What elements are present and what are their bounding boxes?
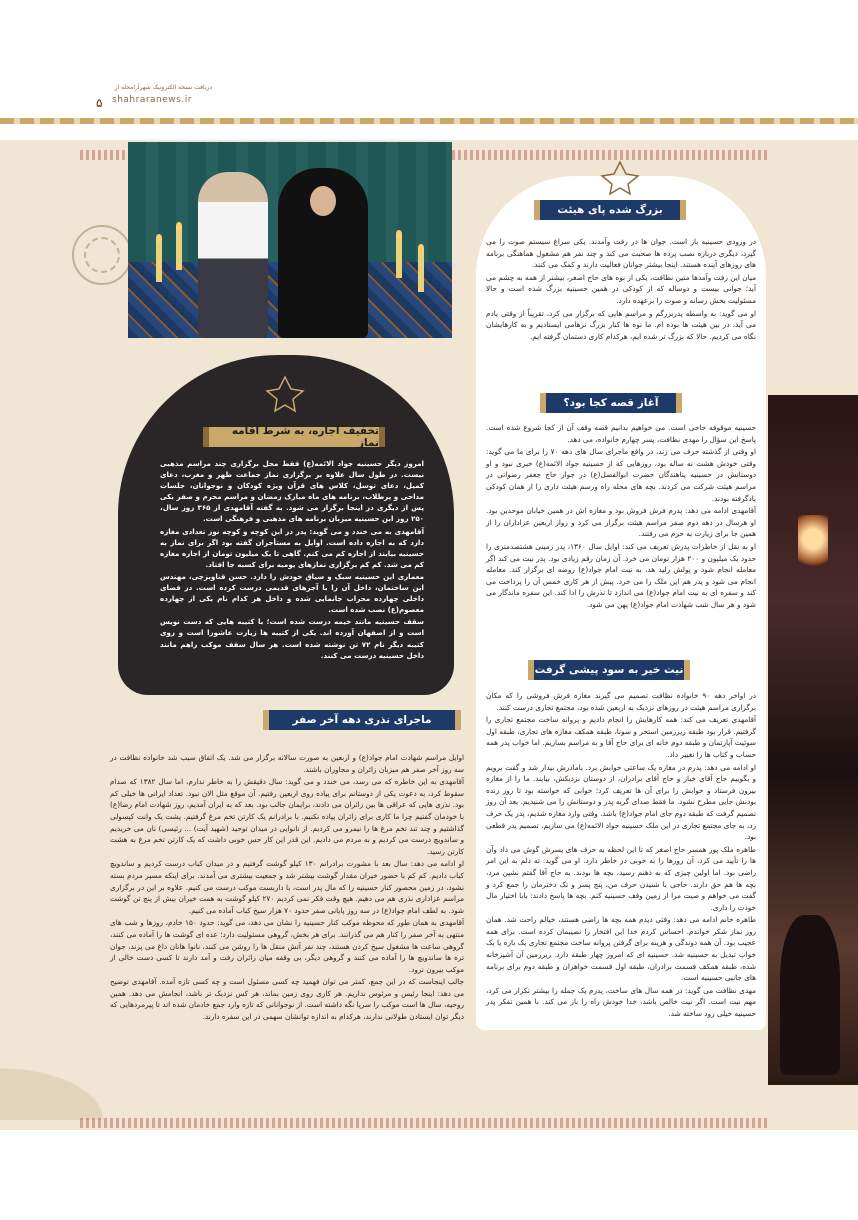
- paragraph: در ورودی حسینیه باز است. جوان ها در رفت وآمدند. یکی سراغ سیستم صوت را می گیرد، دیگری درباره نصب پرده ها صحبت می کند و چند نفر هم مشغول هماهنگی برنامه های روزهای آینده هستند. اینجا بیشتر جوانان فعالیت دارند و کمک می کنند.: [486, 237, 756, 270]
- paragraph: حسینیه موقوفه حاجی است. می خواهیم بدانیم قصه وقف آن از کجا شروع شده است. پاسخ این سؤال را مهدی نظافت، پسر چهارم خانواده، می دهد.: [486, 423, 756, 444]
- paragraph: معماری این حسینیه سبک و سیاق خودش را دارد. حسن قناویزچی، مهندس این ساختمان، داخل آن را با آجرهای قدیمی درست کرده است. در فضای داخلی چهارده محراب جانمایی شده و داخل هر کدام نام یکی از چهارده معصوم(ع) نصب شده است.: [160, 571, 424, 615]
- footer-area: [0, 1130, 858, 1220]
- paragraph: او وقتی از گذشته حرف می زند، در واقع ماجرای سال های دهه ۷۰ را برای ما می گوید: وقتی خودش هشت نه ساله بود، روزهایی که از حسینیه جواد الائمه(ع) خبری نبود و او دوستانش در حسینیه پناهندگان حضرت ابوالفضل(ع) در جوار حاج جعفر رضوانی در مراسم هیئت شرکت می کردند. بچه های محله راه ورسم هیئت داری را از همان کودکی یادگرفته بودند.: [486, 447, 756, 503]
- right-side-photo: [768, 395, 858, 1085]
- section-heading-end-of-safar: ماجرای نذری دهه آخر صفر: [263, 710, 461, 730]
- paragraph: اوایل مراسم شهادت امام جواد(ع) و اربعین به صورت سالانه برگزار می شد. یک اتفاق سبب شد خانواده نظافت در سه روز آخر صفر هم میزبان زائران و مجاوران باشند.: [110, 753, 464, 774]
- candle-icon: [418, 252, 424, 292]
- paragraph: او به نقل از خاطرات پدرش تعریف می کند: اوایل سال ۱۳۶۰، پدر زمینی هشتصدمتری را حدود یک میلیون و ۲۰۰ هزار تومان می خرد. آن زمان رقم زیادی بود. پدر نیت می کند اگر معامله انجام شود و پولش رلید هد، به نیت امام جواد(ع) روضه ای برگزار کند. معامله انجام می شود و پدر هم این ملک را می خرد. پیش از هر کاری خمس آن را پرداخت می کند و سفره ای به نیت امام جواد(ع) می اندازد تا نذرش را ادا کند. این سفره ماندگار می شود و هر سال شب شهادت امام جواد(ع) پهن می شود.: [486, 541, 756, 609]
- paragraph: مهدی نظافت می گوید: در همه سال های ساخت، پدرم یک جمله را بیشتر تکرار می کرد، مهم نیت است. اگر نیت خالص باشد، خدا خودش راه را باز می کند. با همین تفکر پدر حسینیه خیلی زود ساخته شد.: [486, 985, 756, 1019]
- header-bar: [0, 0, 858, 150]
- section-heading-rent-discount: تخفیف اجاره، به شرط اقامه نماز: [203, 427, 385, 447]
- section-text-rent-discount: [160, 458, 424, 662]
- section-text-story-start: [486, 422, 756, 612]
- corner-arabesque-ornament-icon: [0, 1030, 180, 1120]
- section-heading-grew-up: بزرگ شده پای هیئت: [534, 200, 686, 220]
- paragraph: آقامهدی تعریف می کند: همه کارهایش را انجام دادیم و پروانه ساخت مجتمع تجاری را گرفتیم. قرار بود طبقه زیرزمین استخر و سونا، طبقه همکف مغازه های تجاری، طبقه اول سوئیت آپارتمان و طبقه دوم خانه ای برای حاج آقا و به مراسم بسازیم. اما خواب پدر همه حساب و کتاب ها را تغییر داد.: [486, 715, 756, 759]
- paragraph: میان این رفت وآمدها متین نظافت، یکی از نوه های حاج اصغر، بیشتر از همه به چشم می آید؛ جوانی بیست و دوساله که از کودکی در همین حسینیه بزرگ شده است و حالا مسئولیت بخش رسانه و صوت را برعهده دارد.: [486, 272, 756, 305]
- left-rosette-ornament-icon: [72, 225, 132, 285]
- paragraph: جالب اینجاست که در این جمع، کمتر می توان فهمید چه کسی مسئول است و چه کسی تازه آمده. آقامهدی توضیح می دهد: اینجا رئیس و مرئوس نداریم. هر کاری روی زمین بماند، هر کس نزدیک تر باشد، انجامش می دهد. همین روحیه، سال ها است موکب را سرپا نگه داشته است. از نوجوانانی که تازه وارد جمع خادمان شده اند تا پیرمردهایی که دیگر توان ایستادن طولانی ندارند، هرکدام به اندازه توانشان سهمی در این سفره دارند.: [110, 977, 464, 1022]
- section-text-good-intention: [486, 690, 756, 1021]
- candle-icon: [396, 238, 402, 278]
- paragraph: طاهره خانم ادامه می دهد: وقتی دیدم همه بچه ها راضی هستند، خیالم راحت شد. همان روز نماز شکر خواندم. احساس کردم خدا این افتخار را نصیبمان کرده است. برای همه عجیب بود. آن همه دوندگی و هزینه برای گرفتن پروانه ساخت مجتمع تجاری یک باره یا یک خواب تبدیل به حسینیه شد. حسینیه ای که امروز چهار طبقه دارد. زیرزمین آن آشپزخانه شده، طبقه همکف قسمت برادران، طبقه اول قسمت خواهران و طبقه دوم برای برنامه های جانبی حسینیه است.: [486, 915, 756, 983]
- section-text-grew-up: [486, 236, 756, 343]
- site-url[interactable]: shahraranews.ir: [112, 95, 192, 105]
- paragraph: او ادامه می دهد: پدرم در مغازه یک ساعتی خوابش برد. بامادرش بیدار شد و گفت برویم و بگوییم حاج آقای خباز و حاج آقای برادران، از دوستان نزدیکش، بیایند. ما را از مغازه بیرون فرستاد و خوابش را برای آن ها تعریف کرد؛ خوابی که خواسته بود تا روز زنده بودنش جایی مطرح نشود. ما فقط صدای گریه پدر و دوستانش را می شنیدیم. بعد آن روز تصمیم گرفت که طبقه دوم جای امام جواد(ع) باشد. وقتی وارد مغازه شدیم، پدر یک حرف زد، به جای مجتمع تجاری در این ملک حسینیه جواد الائمه(ع) می سازیم. تصمیم پدر قطعی بود.: [486, 762, 756, 842]
- man-figure: [198, 172, 268, 338]
- paragraph: آقامهدی ادامه می دهد: پدرم فرش فروش بود و مغازه اش در همین خیابان موحدین بود. او هرسال در دهه دوم صفر مراسم هیئت برگزار می کرد و زوار اربعین عزاداران را از همین جا برای زیارت به حرم می رفتند.: [486, 506, 756, 539]
- section-heading-good-intention: نیت خیر به سود پیشی گرفت: [528, 660, 690, 680]
- couple-photo: [128, 142, 452, 338]
- bottom-border-pattern: [80, 1118, 768, 1128]
- lamp-icon: [798, 515, 828, 575]
- paragraph: آقامهدی به همان طور که محوطه موکب کنار حسینیه را نشان می دهد، می گوید: حدود ۱۵۰ خادم، روزها و شب های منتهی به آخر صفر را کنار هم می گذرانند. برای هر بخش، گروهی مسئولیت دارد؛ عده ای گوشت ها را آماده می کنند، گروهی ساعت ها مشغول سیخ کردن هستند، چند نفر آتش منقل ها را روشن می کنند، نانوا هانان داغ می پزند، جوان تره ها ساندویچ ها را آماده می کنند و گروهی دیگر، بی وقفه میان زائران رفت و آمد دارند تا کسی دست خالی از موکب بیرون نرود.: [110, 918, 464, 974]
- paragraph: او می گوید: به واسطه پدربزرگم و مراسم هایی که برگزار می کرد، تقریباً از وقتی یادم می آید، در بین هیئت ها بوده ام. ما نوه ها کنار بزرگ ترهامی ایستادیم و به کارهایشان نگاه می کردیم. حالا که بزرگ تر شده ایم، هرکدام کاری دستمان گرفته ایم.: [486, 308, 756, 341]
- paragraph: امروز دیگر حسینیه جواد الائمه(ع) فقط محل برگزاری چند مراسم مذهبی نیست. در طول سال علاوه بر برگزاری نماز جماعت ظهر و مغرب، دعای کمیل، دعای توسل، کلاس های قرآن ویژه کودکان و نوجوانان، جلسات مداحی و پرطلاب، برنامه های ماه مبارک رمضان و مراسم محرم و صفر یکی پس از دیگری در اینجا برگزار می شود. به گفته آقامهدی از ۳۶۵ روز سال، ۲۵۰ روز این حسینیه میزبان برنامه های مذهبی و فرهنگی است.: [160, 459, 424, 524]
- arabesque-ornament-icon: [600, 160, 640, 196]
- paragraph: طاهره ملک پور همسر حاج اصغر که تا این لحظه به حرف های پسرش گوش می داد وآن ها را تأیید می کرد، آن روزها را به خوبی در خاطر دارد. او می گوید: ته دلم به این امر راضی بود. اما اولین چیزی که به ذهنم رسید، بچه ها بودند. به حاج آقا گفتم نشین مرد، بچه ها هم حق دارند. حاجی با شنیدن حرف من، پنج پسر و تک دخترمان را جمع کرد و گفت می خواهم و صیت مرا از زمین وقف حسینیه کنم. بچه ها پاسخ دادند: بابا اختیار مال خودت را داری.: [486, 844, 756, 912]
- section-heading-story-start: آغاز قصه کجا بود؟: [540, 393, 682, 413]
- paragraph: او ادامه می دهد: سال بعد با مشورت برادرانم ۱۳۰ کیلو گوشت گرفتیم و در میدان کباب درست کردیم و ساندویچ کباب دادیم. کم کم با حضور خیران مقدار گوشت بیشتر شد و جمعیت بیشتری می آمدند. برای اینکه مسیر مردم بسته نشود، در زمین محصور کنار حسینیه را که مال پدر است، با داربست موکب درست می کنیم. علاوه بر این در برگزاری مراسم عزاداری نذری هم می دهیم. هیچ وقت فکر نمی کردیم ۲۷۰ کیلو گوشت به همت خیران بیش از پنج تن گوشت شود. به لطف امام جواد(ع) در سه روز پایانی صفر حدود ۷۰ هزار سیخ کباب آماده می کنیم.: [110, 859, 464, 915]
- paragraph: در اواخر دهه ۹۰ خانواده نظافت تصمیم می گیرند مغازه فرش فروشی را که مکان برگزاری مراسم هیئت در روزهای نزدیک به اربعین شده بود، مجتمع تجاری درست کنند.: [486, 691, 757, 712]
- paragraph: آقامهدی به این خاطره که می رسد، می خندد و می گوید: سال دقیقش را به خاطر ندارم، اما سال ۱۳۸۲ که صدام سقوط کرد، به دعوت یکی از دوستانم برای پیاده روی اربعین رفتیم. آن موقع مثل الان نبود. تعداد ایرانی ها خیلی کم بود. نذری هایی که عراقی ها بین زائران می دادند، برایمان جالب بود. بعد که به ایران آمدیم، روز شهادت امام رضا(ع) با خودمان گفتیم چرا ما کاری برای زائران پیاده نکنیم. با برادرانم یک کارتن تخم مرغ گرفتیم. پشت یک وانت کپسولی گذاشتیم و چند تند تخم مرغ ها را نیمرو می کردیم. از نانوایی در میدان توحید (شهید آیت) ... رئیسی) نان می خریدیم و ساندویچ درست می کردیم و به مردم می دادیم. این قدر این کار حس خوبی داشت که یک کارتن تخم مرغ به هشت کارتن رسید.: [110, 777, 464, 856]
- veiled-figure-icon: [780, 915, 840, 1075]
- candle-icon: [156, 242, 162, 282]
- paragraph: سقف حسینیه مانند خیمه درست شده است؛ با کتیبه هایی که دست نویس است و از اصفهان آورده اند. یکی از کتیبه ها زیارت عاشورا است و روی کتیبه دیگر نام ۷۲ تن نوشته شده است. هر سال سقف موکب راهم مانند داخل حسینیه درست می کنند.: [160, 617, 424, 660]
- candle-icon: [176, 230, 182, 270]
- paragraph: آقامهدی به می خندد و می گوید: پدر در این کوچه و کوچه نور تعدادی مغازه دارد که به اجاره داده است. اوایل به مستأجران گفته بود اگر برای نماز به حسینیه بیایند از اجاره کم می کنم. گاهی تا یک میلیون تومان از اجاره مغازه کم می شد. کم کم برگزاری نمازهای یومیه برای کسبه جا افتاد.: [160, 526, 424, 569]
- arabesque-ornament-icon: [265, 375, 305, 415]
- section-text-end-of-safar: [110, 752, 464, 1024]
- header-strip: [0, 118, 858, 124]
- page-number: ۵: [96, 96, 103, 110]
- site-label: دریافت نسخه الکترونیک شهرآرامحله از: [114, 84, 212, 91]
- woman-face: [310, 186, 336, 216]
